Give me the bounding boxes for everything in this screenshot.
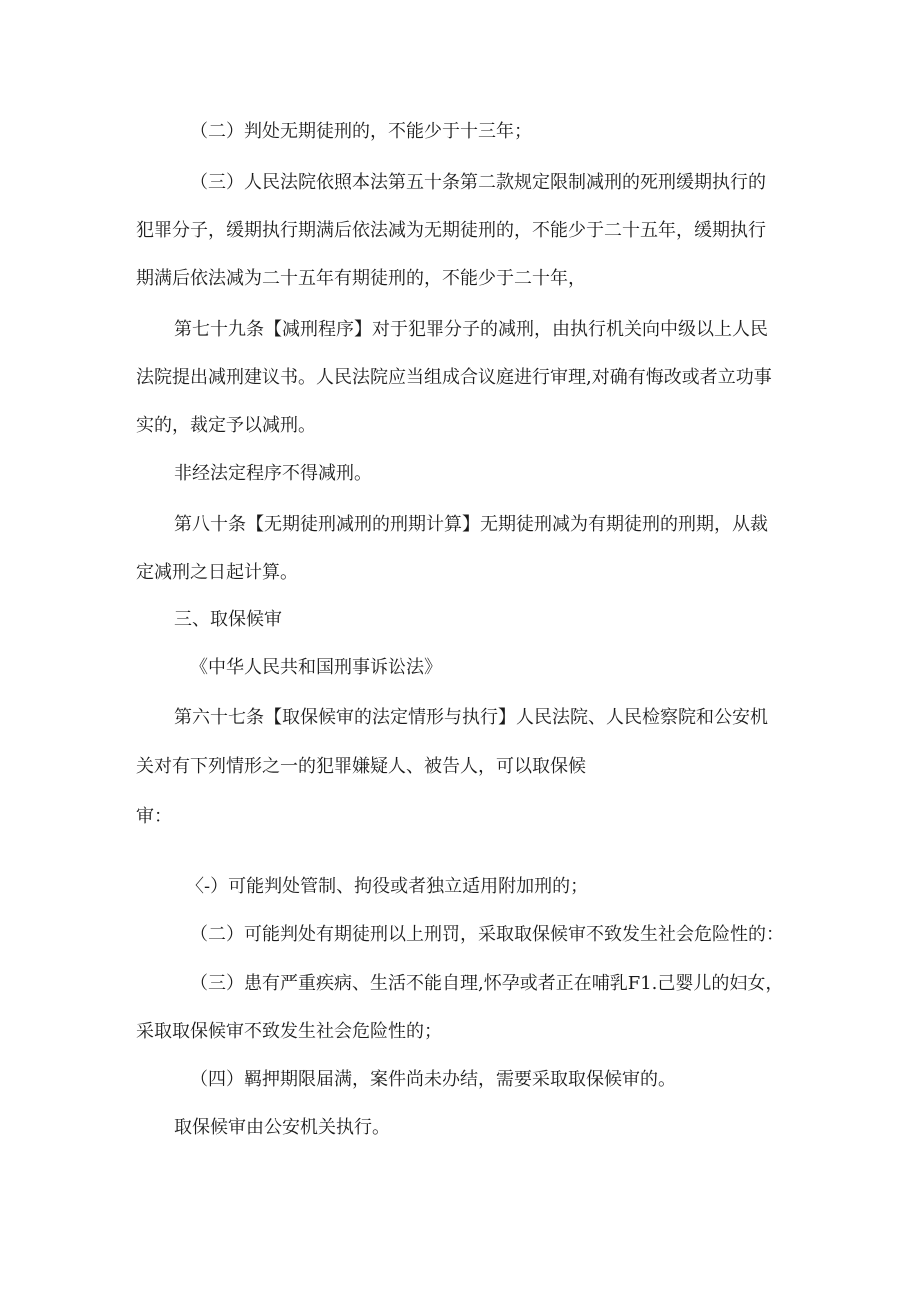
paragraph-line: 第七十九条【减刑程序】对于犯罪分子的减刑，由执行机关向中级以上人民 (174, 319, 768, 340)
paragraph-line: 法院提出减刑建议书。人民法院应当组成合议庭进行审理,对确有悔改或者立功事 (136, 367, 772, 388)
paragraph-line: 第八十条【无期徒刑减刑的刑期计算】无期徒刑减为有期徒刑的刑期，从裁 (174, 514, 768, 535)
paragraph-line: 取保候审由公安机关执行。 (174, 1117, 390, 1138)
paragraph-line: 期满后依法减为二十五年有期徒刑的，不能少于二十年， (136, 268, 586, 289)
list-item: （三）患有严重疾病、生活不能自理,怀孕或者正在哺乳F1.己婴儿的妇女， (190, 973, 784, 994)
paragraph-line: 第六十七条【取保候审的法定情形与执行】人民法院、人民检察院和公安机 (174, 707, 768, 728)
list-item: （四）羁押期限届满，案件尚未办结，需要采取取保候审的。 (190, 1069, 676, 1090)
list-item: 〈-）可能判处管制、拘役或者独立适用附加刑的； (186, 876, 589, 897)
section-heading: 三、取保候审 (174, 609, 282, 630)
paragraph-line: 犯罪分子，缓期执行期满后依法减为无期徒刑的，不能少于二十五年，缓期执行 (136, 220, 766, 241)
paragraph-line: 审： (136, 806, 172, 827)
list-item: （二）可能判处有期徒刑以上刑罚，采取取保候审不致发生社会危险性的： (190, 924, 784, 945)
paragraph-line: 非经法定程序不得减刑。 (174, 463, 372, 484)
paragraph-line: 定减刑之日起计算。 (136, 562, 298, 583)
paragraph-line: 采取取保候审不致发生社会危险性的； (136, 1021, 442, 1042)
paragraph-line: 关对有下列情形之一的犯罪嫌疑人、被告人，可以取保候 (136, 756, 586, 777)
paragraph-line: （二）判处无期徒刑的，不能少于十三年； (190, 121, 532, 142)
law-title: 《中华人民共和国刑事诉讼法》 (190, 657, 442, 678)
paragraph-line: 实的，裁定予以减刑。 (136, 415, 316, 436)
paragraph-line: （三）人民法院依照本法第五十条第二款规定限制减刑的死刑缓期执行的 (190, 172, 766, 193)
